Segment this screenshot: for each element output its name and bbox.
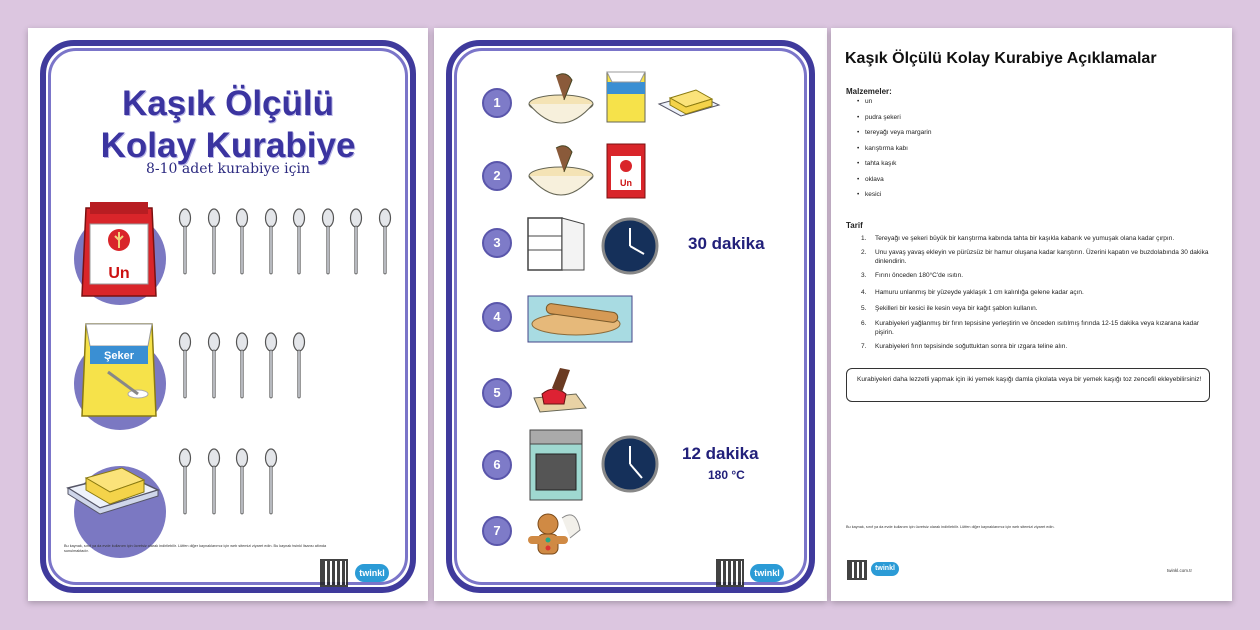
spoon-icon [235,448,249,516]
spoon-icon [207,448,221,516]
recipe-step-text: Tereyağı ve şekeri büyük bir karıştırma kabında tahta bir kaşıkla kabarık ve yumuşak olana kadar çırpın. [875,235,1175,242]
materials-heading: Malzemeler: [846,87,892,96]
qr-code [716,559,744,587]
recipe-step-number: 6. [861,320,867,327]
spoon-icon [378,208,392,276]
recipe-step-text: Hamuru unlanmış bir yüzeyde yaklaşık 1 cm kalınlığa gelene kadar açın. [875,289,1084,296]
spoon-icon [178,208,192,276]
poster-title-line2: Kolay Kurabiye [100,126,356,165]
twinkl-logo: twinkl [871,562,899,576]
spoon-icon [264,208,278,276]
sugar-label: Şeker [104,350,134,362]
spoon-icon [264,448,278,516]
rolling-pin-icon [526,292,634,346]
mixing-bowl-icon [526,142,596,200]
step-number-3: 3 [482,228,512,258]
poster-title-line1: Kaşık Ölçülü [121,84,335,123]
oven-icon [526,428,586,502]
recipe-step-number: 1. [861,235,867,242]
material-item: • pudra şekeri [865,114,901,121]
spoon-icon [207,332,221,400]
step-number-1: 1 [482,88,512,118]
spoon-icon [349,208,363,276]
material-item: • kesici [865,191,881,198]
step-number-5: 5 [482,378,512,408]
flour-label: Un [108,265,130,282]
twinkl-logo: twinkl [750,564,784,582]
fridge-icon [526,214,590,274]
tip-box [846,368,1210,402]
spoon-icon [235,208,249,276]
recipe-step [861,342,1215,351]
fineprint: Bu kaynak, sınıf ya da evde kullanım için ücretsiz olarak indirilebilir. Lütfen diğer kaynaklarımız için web sitemizi ziyaret edin. [846,525,1055,529]
recipe-step-number: 2. [861,249,867,256]
recipe-step-text: Şekilleri bir kesici ile kesin veya bir kağıt şablon kullanın. [875,305,1038,312]
tip-text: Kurabiyeleri daha lezzetli yapmak için iki yemek kaşığı damla çikolata veya bir yemek kaşığı toz zencefil ekleyebilirsiniz! [857,376,1202,383]
step-number-7: 7 [482,516,512,546]
recipe-step-text: Kurabiyeleri yağlanmış bir fırın tepsisine yerleştirin ve önceden ısıtılmış fırında 12-15 dakika veya kızarana kadar pişirin. [875,320,1200,336]
spoon-icon [178,332,192,400]
spoon-icon [235,332,249,400]
butter-dish-icon [656,80,722,120]
flour-bag-icon [604,140,648,200]
spoon-icon [178,448,192,516]
material-item: • un [865,98,872,105]
recipe-step [861,288,1215,297]
recipe-step-number: 7. [861,343,867,350]
recipe-step-number: 4. [861,289,867,296]
recipe-step-number: 3. [861,272,867,279]
recipe-step-text: Fırını önceden 180°C'de ısıtın. [875,272,964,279]
recipe-step-number: 5. [861,305,867,312]
material-item: • tereyağı veya margarin [865,129,931,136]
qr-code [847,560,867,580]
recipe-poster-page [28,28,428,601]
sugar-bag-icon [78,316,160,422]
recipe-step [861,248,1215,266]
recipe-step [861,234,1215,243]
instructions-title: Kaşık Ölçülü Kolay Kurabiye Açıklamalar [845,50,1157,67]
gingerbread-cookie-icon [526,508,586,570]
recipe-step [861,271,1215,280]
spoon-icon [292,208,306,276]
step-6-temperature: 180 °C [708,468,745,482]
recipe-step-text: Kurabiyeleri fırın tepsisinde soğuttuktan sonra bir ızgara teline alın. [875,343,1068,350]
spoon-icon [264,332,278,400]
sugar-bag-icon [604,66,648,124]
butter-dish-icon [64,448,162,518]
site-url: twinkl.com.tr [1167,568,1193,573]
spoon-icon [321,208,335,276]
step-number-6: 6 [482,450,512,480]
mixing-bowl-icon [526,70,596,128]
recipe-step [861,304,1215,313]
recipe-heading: Tarif [846,221,863,230]
poster-subtitle: 8-10 adet kurabiye için [145,161,310,177]
fineprint: Bu kaynak, sınıf ya da evde kullanım için ücretsiz olarak indirilebilir. Lütfen diğer kaynaklarımız için web sitemizi ziyaret edin. Bu kaynak twinkl lisansı altında sunulmaktadır. [64,544,327,553]
flour-label: Un [620,178,632,188]
spoon-icon [207,208,221,276]
spoon-icon [292,332,306,400]
step-number-2: 2 [482,161,512,191]
cookie-cutter-icon [530,364,592,416]
recipe-instructions-page [831,28,1232,601]
flour-bag-icon [80,196,158,302]
step-6-time: 12 dakika [682,444,759,463]
recipe-step [861,319,1215,337]
qr-code [320,559,348,587]
recipe-steps-page [434,28,827,601]
step-number-4: 4 [482,302,512,332]
recipe-step-text: Unu yavaş yavaş ekleyin ve pürüzsüz bir hamur oluşana kadar karıştırın. Üzerini kapatın ve buzdolabında 30 dakika dinlendirin. [875,249,1209,265]
material-item: • tahta kaşık [865,160,896,167]
step-3-time: 30 dakika [688,234,765,253]
clock-icon [600,216,660,276]
material-item: • oklava [865,176,884,183]
material-item: • karıştırma kabı [865,145,908,152]
twinkl-logo: twinkl [355,564,389,582]
clock-icon [600,434,660,494]
